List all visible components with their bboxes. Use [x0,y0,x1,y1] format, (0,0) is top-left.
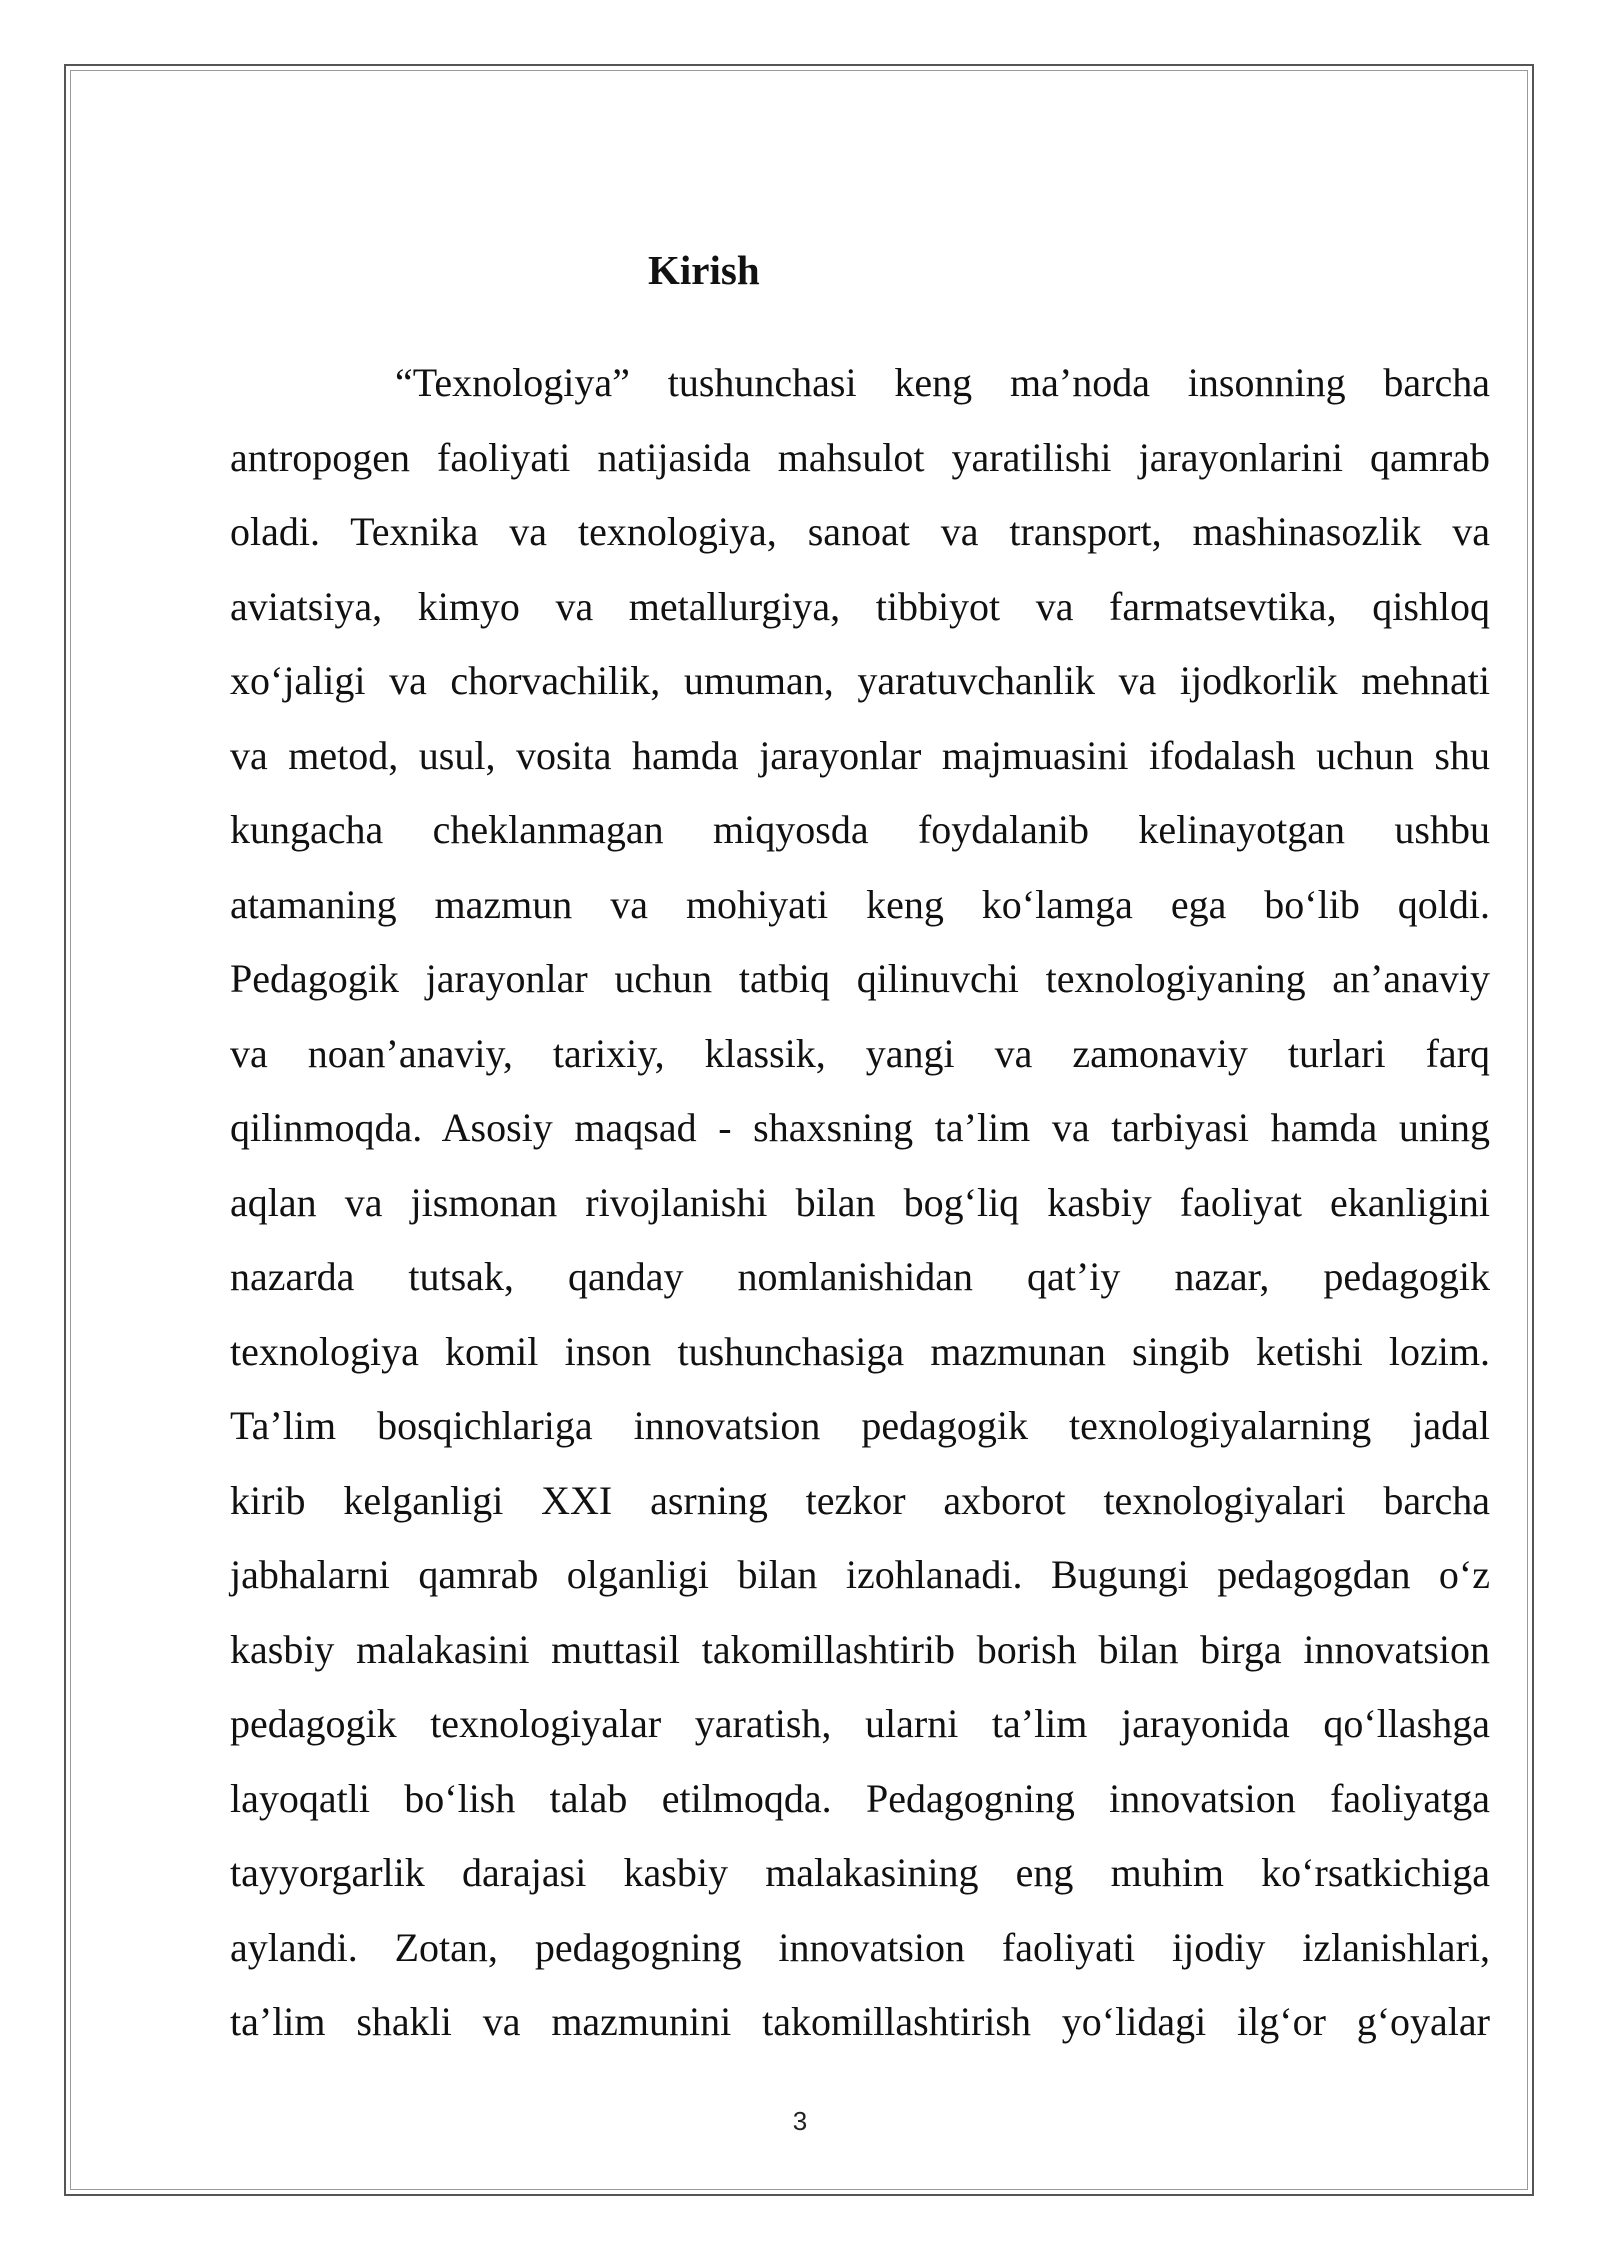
paragraph-line: kasbiy malakasini muttasil takomillashtirib borish bilan birga innovatsion [230,1626,1490,1672]
paragraph-line: jabhalarni qamrab olganligi bilan izohlanadi. Bugungi pedagogdan o‘z [230,1552,1490,1597]
paragraph-line: nazarda tutsak, qanday nomlanishidan qat’iy nazar, pedagogik [230,1254,1490,1299]
page-number: 3 [792,2106,808,2136]
paragraph-line: layoqatli bo‘lish talab etilmoqda. Pedagogning innovatsion faoliyatga [230,1775,1490,1821]
paragraph-line: pedagogik texnologiyalar yaratish, ularni ta’lim jarayonida qo‘llashga [230,1701,1490,1746]
paragraph-line: oladi. Texnika va texnologiya, sanoat va transport, mashinasozlik va [230,509,1490,554]
section-title: Kirish [648,247,760,293]
paragraph-line: kirib kelganligi XXI asrning tezkor axborot texnologiyalari barcha [230,1477,1490,1523]
paragraph-line: xo‘jaligi va chorvachilik, umuman, yaratuvchanlik va ijodkorlik mehnati [230,658,1490,703]
paragraph-line: texnologiya komil inson tushunchasiga mazmunan singib ketishi lozim. [230,1328,1490,1374]
paragraph-line: “Texnologiya” tushunchasi keng ma’noda insonning barcha [395,360,1490,405]
paragraph-line: aqlan va jismonan rivojlanishi bilan bog‘liq kasbiy faoliyat ekanligini [230,1179,1490,1225]
paragraph-line: va noan’anaviy, tarixiy, klassik, yangi va zamonaviy turlari farq [230,1030,1490,1076]
paragraph-line: Pedagogik jarayonlar uchun tatbiq qilinuvchi texnologiyaning an’anaviy [230,956,1490,1001]
paragraph-line: va metod, usul, vosita hamda jarayonlar majmuasini ifodalash uchun shu [230,732,1490,778]
paragraph-line: aviatsiya, kimyo va metallurgiya, tibbiyot va farmatsevtika, qishloq [230,583,1490,629]
paragraph-line: ta’lim shakli va mazmunini takomillashtirish yo‘lidagi ilg‘or g‘oyalar [230,1999,1490,2044]
paragraph-line: tayyorgarlik darajasi kasbiy malakasining eng muhim ko‘rsatkichiga [230,1850,1490,1895]
paragraph-line: kungacha cheklanmagan miqyosda foydalanib kelinayotgan ushbu [230,807,1490,852]
paragraph-line: qilinmoqda. Asosiy maqsad - shaxsning ta’lim va tarbiyasi hamda uning [230,1105,1490,1150]
paragraph-line: atamaning mazmun va mohiyati keng ko‘lamga ega bo‘lib qoldi. [230,881,1490,927]
paragraph-line: aylandi. Zotan, pedagogning innovatsion faoliyati ijodiy izlanishlari, [230,1924,1490,1970]
body-paragraph [230,346,1490,2060]
paragraph-line: Ta’lim bosqichlariga innovatsion pedagogik texnologiyalarning jadal [230,1403,1490,1448]
paragraph-line: antropogen faoliyati natijasida mahsulot yaratilishi jarayonlarini qamrab [230,434,1490,480]
